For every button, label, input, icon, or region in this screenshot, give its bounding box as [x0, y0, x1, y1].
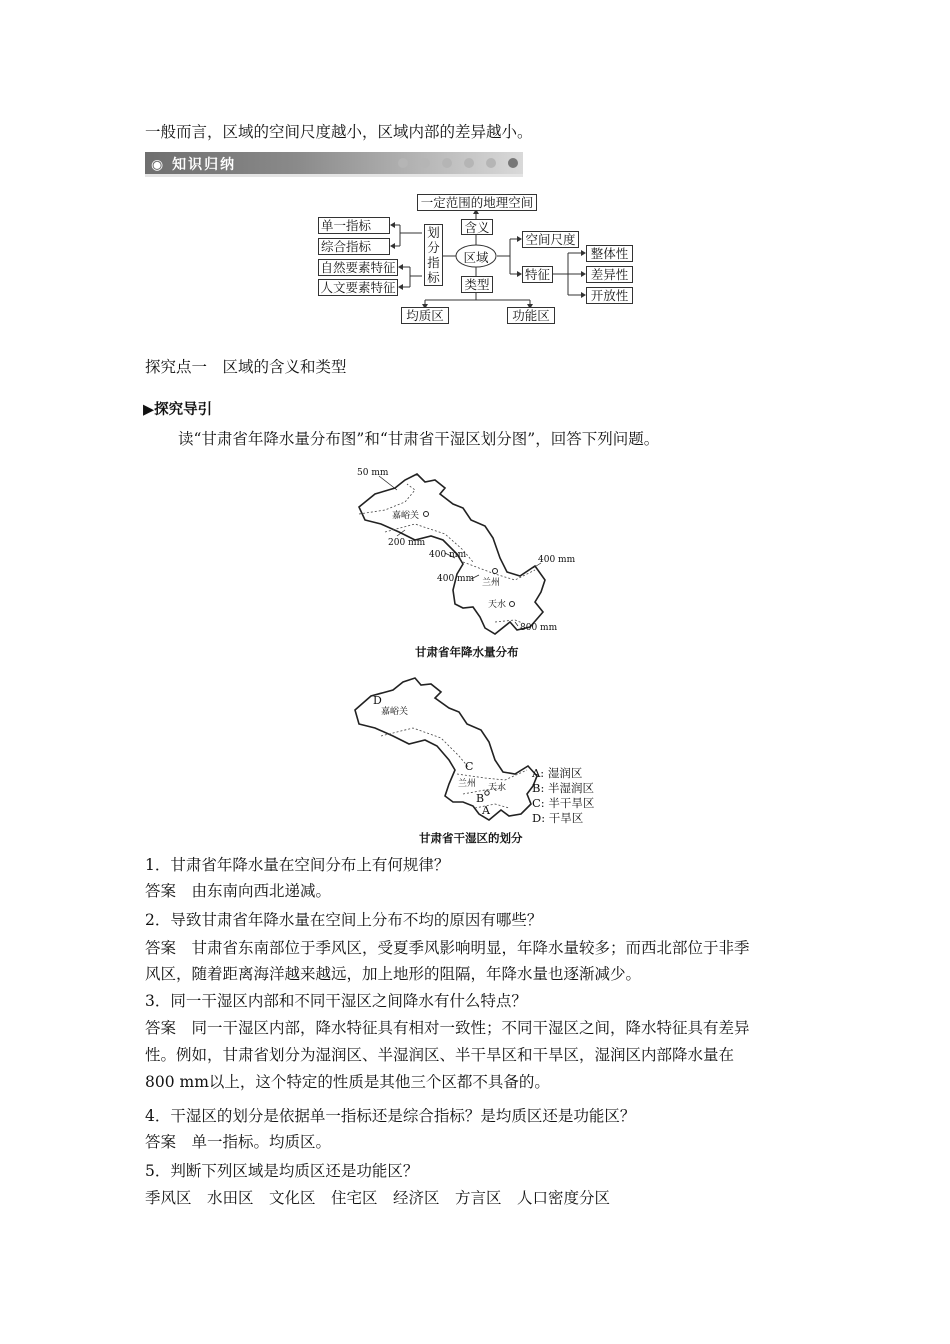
question-3: 3．同一干湿区内部和不同干湿区之间降水有什么特点？ — [145, 992, 527, 1010]
concept-meaning: 含义 — [461, 219, 493, 235]
feature-item: 整体性 — [586, 245, 633, 262]
zone-legend — [532, 766, 594, 826]
indicator-item: 单一指标 — [318, 217, 390, 234]
type-item: 均质区 — [401, 307, 449, 324]
answer-2-line: 答案 甘肃省东南部位于季风区，受夏季风影响明显，年降水量较多；而西北部位于非季 — [145, 939, 750, 957]
tianshui-point — [510, 602, 515, 607]
label-zone-D: D — [373, 694, 382, 707]
banner-dot — [420, 158, 430, 168]
feature-item: 开放性 — [586, 287, 633, 304]
concept-space-scale: 空间尺度 — [522, 231, 579, 248]
intro-line: 一般而言，区域的空间尺度越小，区域内部的差异越小。 — [145, 123, 533, 141]
label-50mm: 50 mm — [357, 468, 389, 478]
answer-4: 答案 单一指标。均质区。 — [145, 1133, 332, 1151]
concept-features-label: 特征 — [522, 266, 553, 283]
label-tianshui: 天水 — [488, 783, 507, 793]
label-zone-B: B — [476, 792, 485, 805]
label-jiayuguan: 嘉峪关 — [381, 707, 409, 717]
banner-label: ◉ 知识归纳 — [151, 157, 237, 173]
guide-text: 读“甘肃省年降水量分布图”和“甘肃省干湿区划分图”，回答下列问题。 — [178, 430, 660, 448]
section-title: 探究点一 区域的含义和类型 — [145, 358, 347, 376]
concept-center: 区域 — [463, 250, 489, 265]
label-lanzhou: 兰州 — [482, 578, 501, 588]
knowledge-banner — [145, 152, 523, 177]
label-200mm: 200 mm — [388, 538, 426, 548]
label-zone-A: A — [482, 804, 490, 817]
lanzhou-point — [493, 569, 498, 574]
label-400mm: 400 mm — [429, 550, 467, 560]
dry-wet-map — [345, 670, 615, 850]
gansu-outline — [355, 678, 537, 820]
label-lanzhou: 兰州 — [458, 779, 477, 789]
answer-3-line: 性。例如，甘肃省划分为湿润区、半湿润区、半干旱区和干旱区，湿润区内部降水量在 — [145, 1046, 735, 1064]
concept-type: 类型 — [461, 276, 493, 293]
legend-item: C: 半干旱区 — [532, 796, 595, 810]
banner-dot — [508, 158, 518, 168]
banner-dot — [442, 158, 452, 168]
concept-division: 划分指标 — [424, 224, 443, 286]
map2-caption: 甘肃省干湿区的划分 — [419, 831, 523, 845]
indicator-item: 综合指标 — [318, 238, 390, 255]
legend-item: A: 湿润区 — [532, 766, 583, 780]
question-2: 2．导致甘肃省年降水量在空间上分布不均的原因有哪些？ — [145, 911, 543, 929]
concept-top: 一定范围的地理空间 — [417, 194, 537, 211]
label-jiayuguan: 嘉峪关 — [392, 511, 420, 521]
answer-2-line: 风区，随着距离海洋越来越远，加上地形的阻隔，年降水量也逐渐减少。 — [145, 965, 642, 983]
answer-3-line: 800 mm以上，这个特定的性质是其他三个区都不具备的。 — [145, 1073, 550, 1091]
precipitation-map — [345, 462, 595, 662]
jiayuguan-point — [424, 512, 429, 517]
label-400mm: 400 mm — [437, 574, 475, 584]
answer-1: 答案 由东南向西北递减。 — [145, 882, 332, 900]
label-400mm: 400 mm — [538, 555, 576, 565]
feature-item: 差异性 — [586, 266, 633, 283]
label-tianshui: 天水 — [488, 600, 507, 610]
type-item: 功能区 — [507, 307, 555, 324]
question-5: 5．判断下列区域是均质区还是功能区？ — [145, 1162, 419, 1180]
legend-item: B: 半湿润区 — [532, 781, 594, 795]
label-800mm: 800 mm — [520, 623, 558, 633]
concept-map — [310, 190, 640, 330]
map1-caption: 甘肃省年降水量分布 — [415, 645, 519, 659]
label-zone-C: C — [465, 760, 474, 773]
region-list: 季风区 水田区 文化区 住宅区 经济区 方言区 人口密度分区 — [145, 1189, 611, 1207]
guide-heading: ▶探究导引 — [143, 402, 213, 418]
indicator-item: 自然要素特征 — [318, 259, 398, 276]
banner-dot — [398, 158, 408, 168]
answer-3-line: 答案 同一干湿区内部，降水特征具有相对一致性；不同干湿区之间，降水特征具有差异 — [145, 1019, 750, 1037]
banner-dot — [464, 158, 474, 168]
question-4: 4．干湿区的划分是依据单一指标还是综合指标？是均质区还是功能区？ — [145, 1107, 636, 1125]
indicator-item: 人文要素特征 — [318, 279, 398, 296]
banner-dot — [486, 158, 496, 168]
question-1: 1．甘肃省年降水量在空间分布上有何规律？ — [145, 856, 450, 874]
legend-item: D: 干旱区 — [532, 811, 584, 825]
